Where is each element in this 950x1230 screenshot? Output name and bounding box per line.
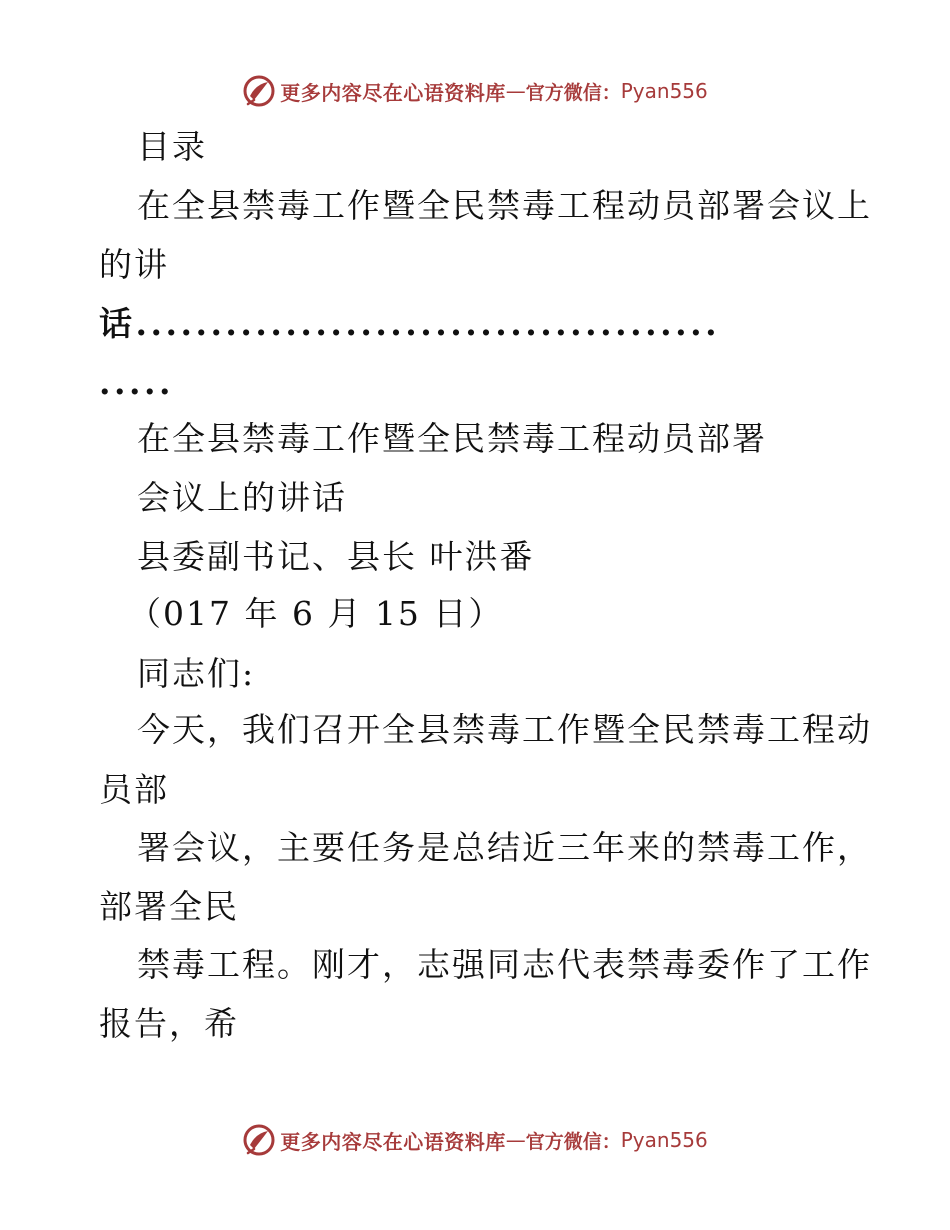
toc-heading: 目录: [137, 127, 207, 166]
watermark-dash: —: [505, 79, 526, 103]
speech-date: （017 年 6 月 15 日）: [128, 594, 504, 633]
toc-entry-leader: 话.......................................: [99, 304, 721, 343]
watermark-text: 更多内容尽在心语资料库: [280, 1129, 506, 1154]
toc-entry-line: 在全县禁毒工作暨全民禁毒工程动员部署会议上: [137, 186, 872, 225]
paragraph-line: 部署全民: [99, 887, 239, 926]
paragraph-line: 报告，希: [99, 1004, 239, 1043]
paragraph-line: 禁毒工程。刚才，志强同志代表禁毒委作了工作: [137, 945, 872, 984]
watermark-text: 更多内容尽在心语资料库: [280, 80, 506, 105]
watermark-wechat-label: 官方微信：: [525, 81, 621, 104]
paragraph-line: 署会议，主要任务是总结近三年来的禁毒工作，: [137, 828, 872, 867]
watermark-dash: —: [505, 1128, 526, 1152]
toc-entry-line: 的讲: [99, 245, 169, 284]
footer-watermark: [0, 1120, 950, 1160]
watermark-wechat-id: Pyan556: [620, 79, 708, 103]
watermark-wechat-label: 官方微信：: [525, 1130, 621, 1153]
speech-title-line: 在全县禁毒工作暨全民禁毒工程动员部署: [137, 419, 767, 458]
toc-entry-leader: .....: [99, 363, 174, 402]
salutation: 同志们:: [137, 654, 256, 693]
speech-author: 县委副书记、县长 叶洪番: [137, 537, 535, 576]
speech-title-line: 会议上的讲话: [137, 478, 347, 517]
paragraph-line: 员部: [99, 770, 169, 809]
paragraph-line: 今天，我们召开全县禁毒工作暨全民禁毒工程动: [137, 710, 872, 749]
library-logo-icon: [242, 1123, 276, 1157]
watermark-wechat-id: Pyan556: [620, 1128, 708, 1152]
